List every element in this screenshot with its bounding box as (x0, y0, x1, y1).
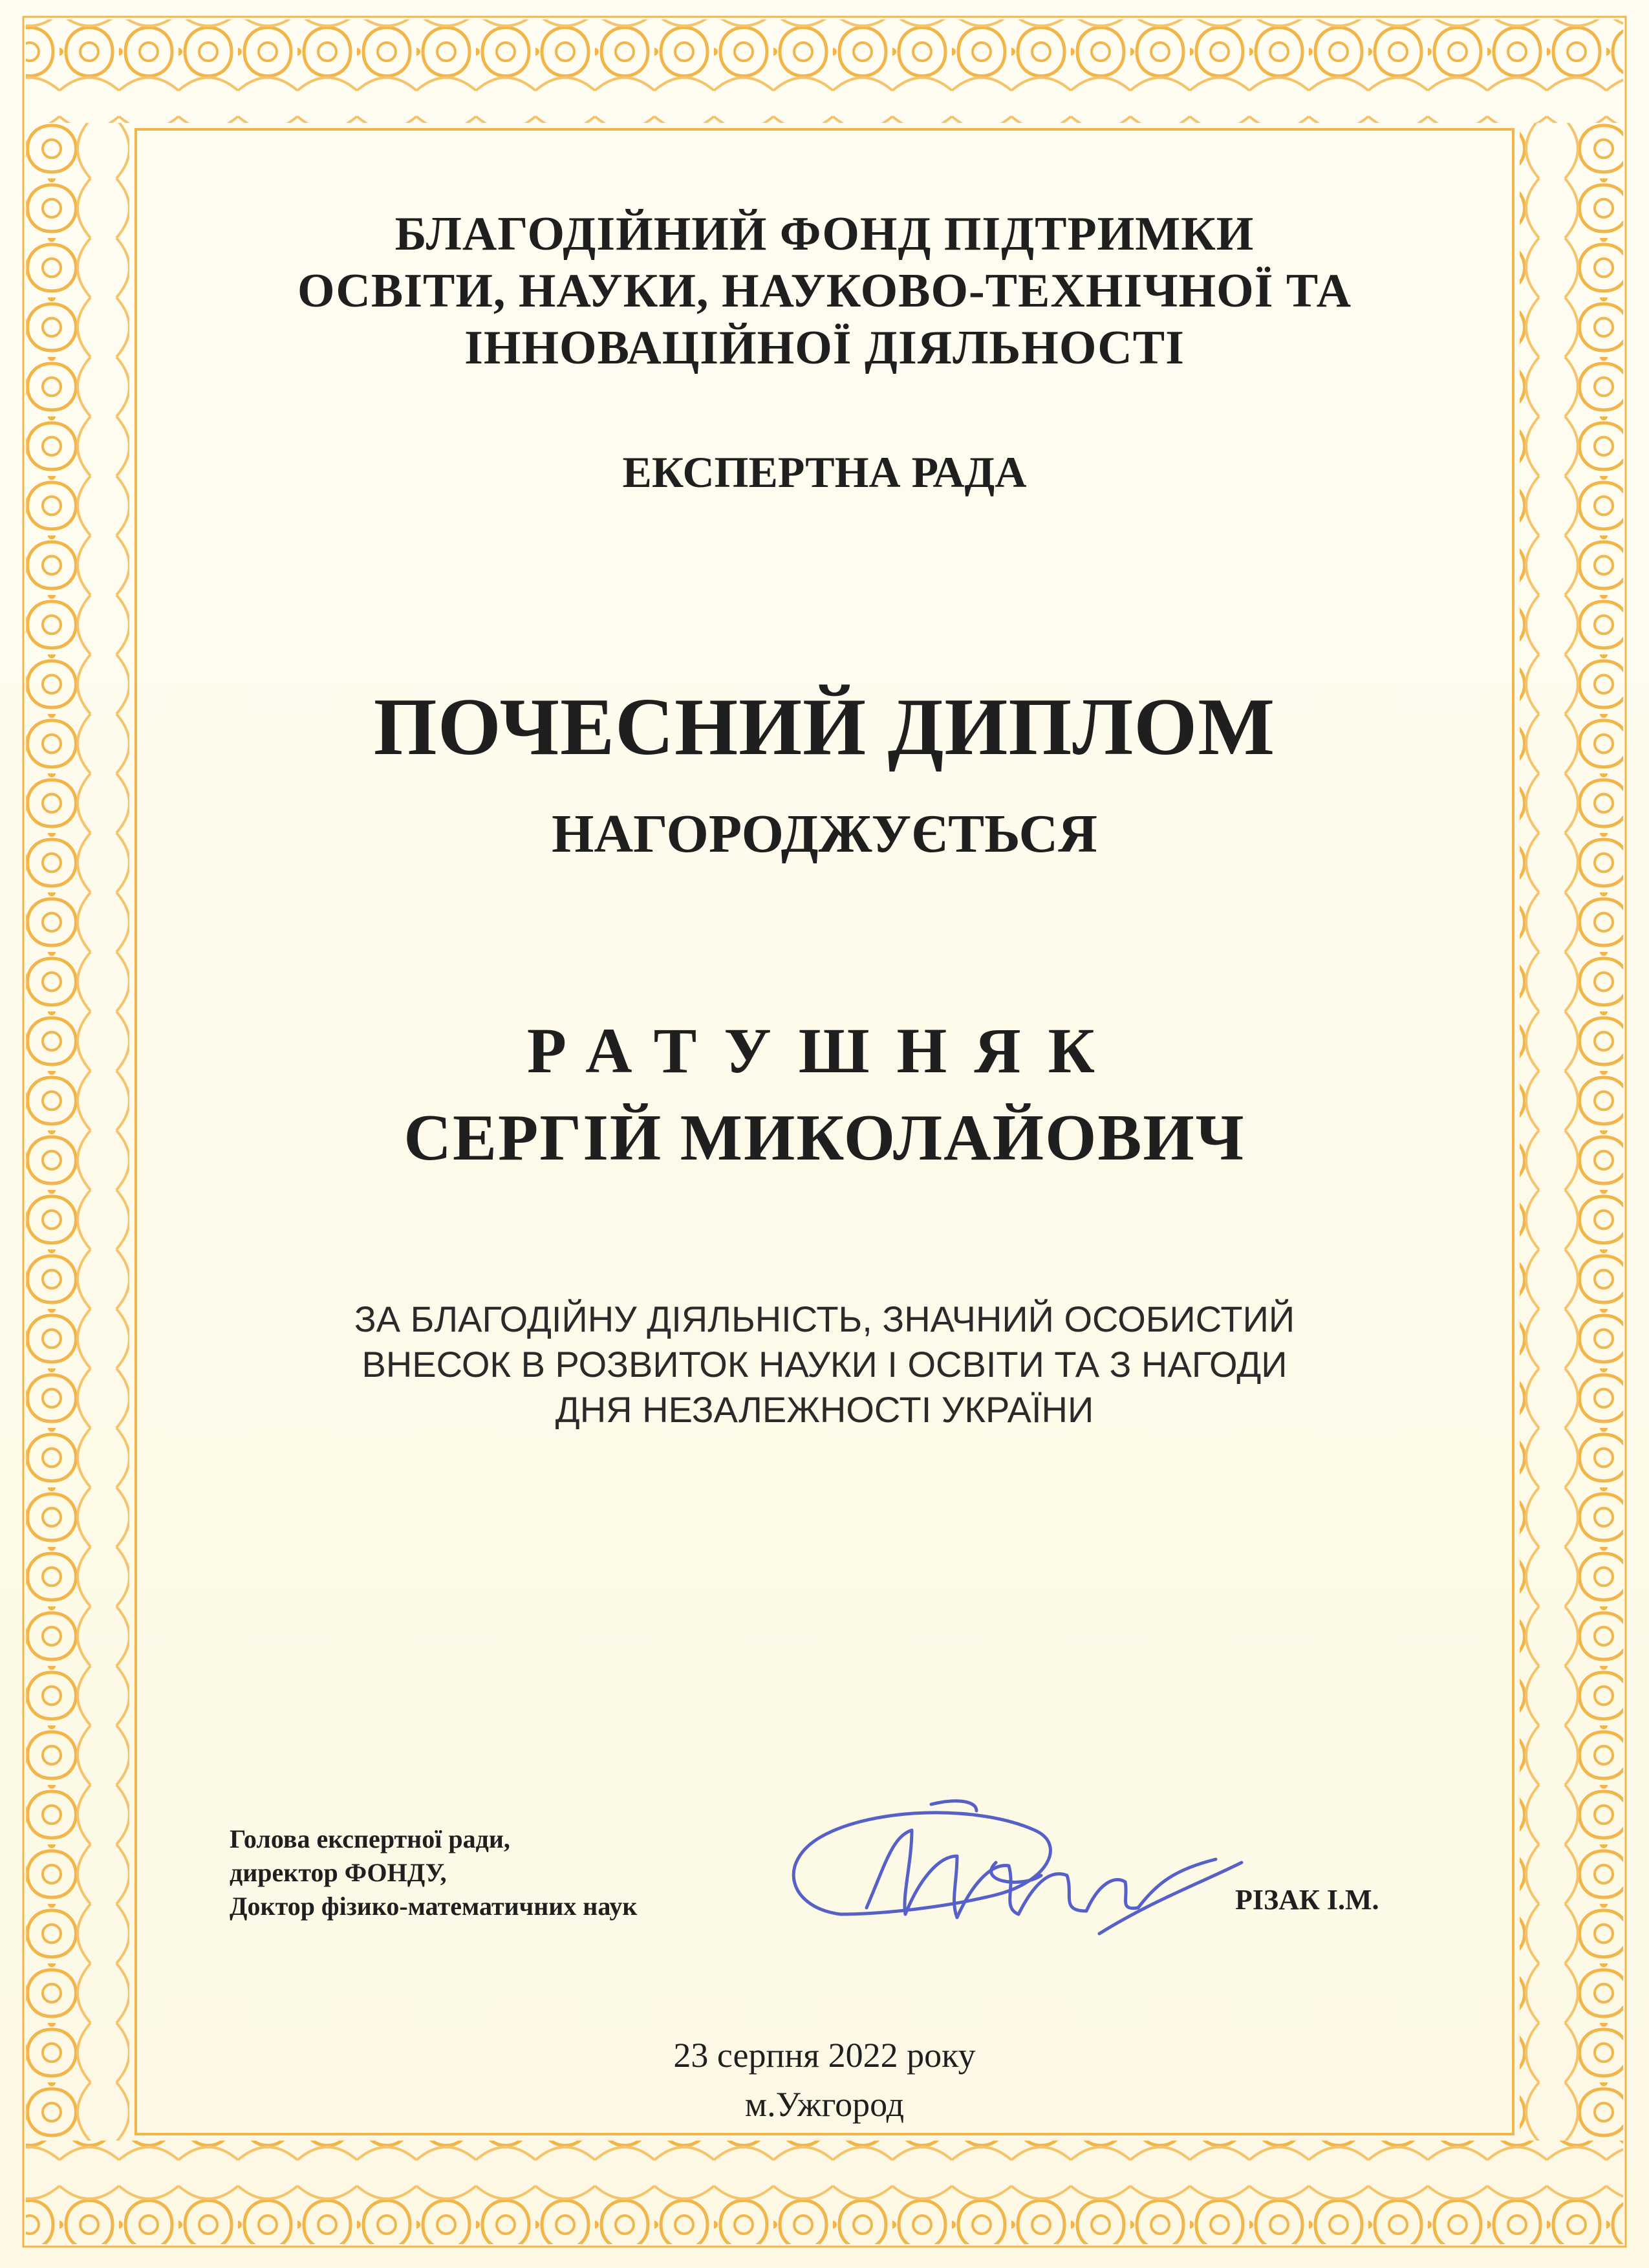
org-line-2: ОСВІТИ, НАУКИ, НАУКОВО-ТЕХНІЧНОЇ ТА (297, 265, 1352, 318)
reason-line-3: ДНЯ НЕЗАЛЕЖНОСТІ УКРАЇНИ (555, 1389, 1094, 1430)
recipient-surname: РАТУШНЯК (526, 1015, 1123, 1086)
issue-date: 23 серпня 2022 року (673, 2036, 976, 2075)
award-reason (142, 1297, 1507, 1432)
issue-date-place (142, 2031, 1507, 2129)
awarded-label: НАГОРОДЖУЄТЬСЯ (552, 804, 1097, 864)
reason-line-2: ВНЕСОК В РОЗВИТОК НАУКИ І ОСВІТИ ТА З НАГОДИ (361, 1344, 1288, 1385)
issue-city: м.Ужгород (744, 2085, 905, 2124)
org-line-3: ІННОВАЦІЙНОЇ ДІЯЛЬНОСТІ (464, 321, 1185, 374)
position-line-3: Доктор фізико-математичних наук (230, 1892, 638, 1921)
reason-line-1: ЗА БЛАГОДІЙНУ ДІЯЛЬНІСТЬ, ЗНАЧНИЙ ОСОБИСТИЙ (354, 1299, 1295, 1339)
organization-name (142, 206, 1507, 376)
diploma-title: ПОЧЕСНИЙ ДИПЛОМ (373, 682, 1276, 772)
diploma-content (142, 0, 1507, 2268)
signatory-name: РІЗАК І.М. (1235, 1884, 1379, 1916)
recipient-given-names: СЕРГІЙ МИКОЛАЙОВИЧ (404, 1101, 1245, 1174)
signatory-position (230, 1822, 637, 1923)
signature (763, 1785, 1255, 1953)
council-name: ЕКСПЕРТНА РАДА (622, 448, 1027, 497)
org-line-1: БЛАГОДІЙНИЙ ФОНД ПІДТРИМКИ (394, 208, 1255, 261)
position-line-1: Голова експертної ради, (230, 1824, 510, 1853)
position-line-2: директор ФОНДУ, (230, 1858, 447, 1887)
